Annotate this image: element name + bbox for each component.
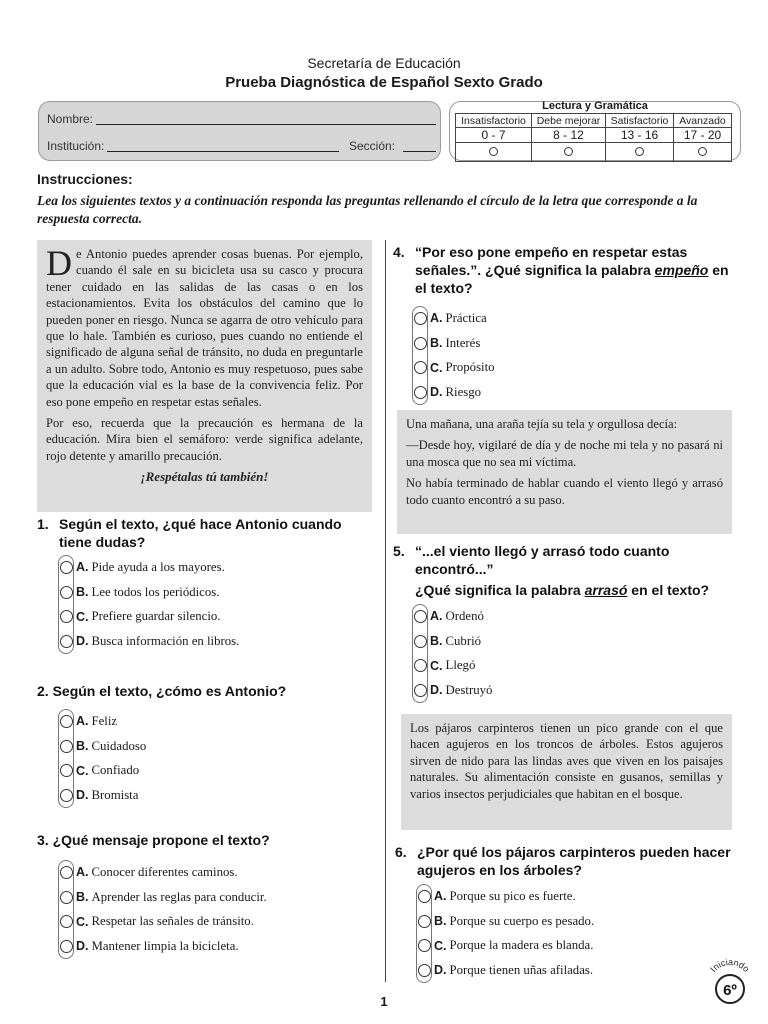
question-text: ¿Qué significa la palabra: [415, 582, 585, 598]
drop-cap: D: [46, 243, 72, 283]
option-q3-c[interactable]: [58, 909, 358, 934]
section-label: Sección:: [349, 139, 396, 153]
answer-bubble[interactable]: [60, 764, 73, 777]
option-q2-a[interactable]: [58, 709, 358, 734]
score-title: Lectura y Gramática: [542, 100, 648, 112]
option-text: Práctica: [445, 310, 487, 325]
option-letter: C.: [76, 914, 89, 929]
option-q1-b[interactable]: [58, 580, 358, 605]
option-letter: C.: [76, 763, 89, 778]
question-quote: “...el viento llegó y arrasó todo cuanto encontró...”: [415, 543, 670, 577]
keyword-empeno: empeño: [654, 262, 709, 278]
option-letter: C.: [434, 938, 447, 953]
option-q1-a[interactable]: [58, 555, 358, 580]
answer-bubble[interactable]: [60, 715, 73, 728]
question-number: 1.: [37, 516, 49, 532]
option-letter: D.: [430, 385, 443, 400]
name-label: Nombre:: [47, 112, 94, 126]
passage-paragraph: —Desde hoy, vigilaré de día y de noche mi tela y no pasará ni una mosca que no sea mi víctima.: [406, 438, 723, 469]
option-text: Cuidadoso: [91, 738, 147, 753]
reading-passage-antonio: [37, 240, 372, 512]
option-text: Destruyó: [445, 682, 493, 697]
options-q3: [58, 860, 358, 959]
column-divider: [385, 240, 386, 982]
options-q2: [58, 709, 358, 808]
option-text: Busca información en libros.: [91, 633, 240, 648]
option-text: Llegó: [445, 658, 476, 673]
question-6: [395, 843, 740, 879]
reading-passage-pajaros: [401, 714, 732, 830]
question-1: [37, 515, 372, 551]
question-text: ¿Por qué los pájaros carpinteros pueden hacer agujeros en los árboles?: [417, 844, 731, 878]
option-letter: A.: [76, 560, 89, 575]
option-q4-a[interactable]: [412, 306, 712, 331]
answer-bubble[interactable]: [418, 890, 431, 903]
question-text: Según el texto, ¿qué hace Antonio cuando tiene dudas?: [59, 516, 342, 550]
option-q2-d[interactable]: [58, 783, 358, 808]
option-q5-d[interactable]: [412, 678, 712, 703]
option-text: Porque la madera es blanda.: [449, 938, 594, 953]
question-number: 6.: [395, 844, 407, 860]
question-text: Según el texto, ¿cómo es Antonio?: [52, 683, 287, 699]
option-q5-c[interactable]: [412, 653, 712, 678]
answer-bubble[interactable]: [60, 561, 73, 574]
answer-bubble[interactable]: [414, 635, 427, 648]
question-text: “Por eso pone empeño en respetar estas señales.”. ¿Qué significa la palabra: [415, 244, 688, 278]
option-q6-a[interactable]: [416, 884, 716, 909]
passage-paragraph: Por eso, recuerda que la precaución es hermana de la educación. Mira bien el semáforo: verde significa adelante, rojo detente y amarillo precaución.: [46, 416, 363, 463]
option-q4-c[interactable]: [412, 355, 712, 380]
passage-paragraph: No había terminado de hablar cuando el viento llegó y arrasó todo cuanto encontró a su paso.: [406, 476, 723, 507]
option-text: Conocer diferentes caminos.: [91, 864, 238, 879]
range-13-16: 13 - 16: [606, 128, 674, 143]
score-bubble-satisfactorio[interactable]: [635, 147, 644, 156]
option-letter: B.: [430, 336, 443, 351]
keyword-arraso: arrasó: [584, 582, 628, 598]
option-q4-d[interactable]: [412, 380, 712, 405]
level-debe-mejorar: Debe mejorar: [532, 114, 606, 128]
option-letter: B.: [76, 585, 89, 600]
option-text: Pide ayuda a los mayores.: [91, 559, 225, 574]
answer-bubble[interactable]: [60, 635, 73, 648]
range-17-20: 17 - 20: [674, 128, 732, 143]
option-text: Ordenó: [445, 608, 484, 623]
option-letter: A.: [76, 714, 89, 729]
answer-bubble[interactable]: [60, 891, 73, 904]
question-2: [37, 682, 372, 700]
answer-bubble[interactable]: [60, 610, 73, 623]
institution-field[interactable]: [107, 151, 339, 152]
answer-bubble[interactable]: [418, 915, 431, 928]
level-insatisfactorio: Insatisfactorio: [456, 114, 532, 128]
option-letter: D.: [430, 683, 443, 698]
answer-bubble[interactable]: [414, 361, 427, 374]
question-number: 5.: [393, 543, 405, 559]
options-q5: [412, 604, 712, 703]
option-letter: D.: [76, 788, 89, 803]
options-q1: [58, 555, 358, 654]
range-8-12: 8 - 12: [532, 128, 606, 143]
reading-passage-arana: [397, 410, 732, 534]
question-number: 2.: [37, 683, 49, 699]
option-q4-b[interactable]: [412, 331, 712, 356]
option-q1-c[interactable]: [58, 604, 358, 629]
level-avanzado: Avanzado: [674, 114, 732, 128]
question-4: [393, 243, 738, 297]
answer-bubble[interactable]: [60, 915, 73, 928]
option-text: Interés: [445, 335, 481, 350]
passage-paragraph: Una mañana, una araña tejía su tela y orgullosa decía:: [406, 417, 678, 431]
options-q6: [416, 884, 716, 983]
option-q2-c[interactable]: [58, 758, 358, 783]
badge-arc-text: Iniciando: [708, 956, 752, 975]
range-0-7: 0 - 7: [456, 128, 532, 143]
option-letter: A.: [434, 889, 447, 904]
option-text: Propósito: [445, 360, 495, 375]
question-text: ¿Qué mensaje propone el texto?: [52, 832, 270, 848]
score-bubble-avanzado[interactable]: [698, 147, 707, 156]
option-letter: A.: [430, 311, 443, 326]
option-letter: A.: [430, 609, 443, 624]
option-letter: D.: [76, 634, 89, 649]
answer-bubble[interactable]: [414, 337, 427, 350]
section-field[interactable]: [403, 151, 436, 152]
options-q4: [412, 306, 712, 405]
option-q6-b[interactable]: [416, 909, 716, 934]
question-number: 3.: [37, 832, 49, 848]
option-q2-b[interactable]: [58, 734, 358, 759]
question-text-end: en el texto?: [415, 262, 729, 296]
option-text: Lee todos los periódicos.: [91, 584, 220, 599]
answer-bubble[interactable]: [414, 610, 427, 623]
question-number: 4.: [393, 244, 405, 260]
option-letter: C.: [430, 658, 443, 673]
answer-bubble[interactable]: [60, 789, 73, 802]
option-letter: D.: [434, 963, 447, 978]
option-letter: B.: [434, 914, 447, 929]
badge-grade: 6º: [723, 982, 737, 999]
page-number: 1: [380, 994, 388, 1009]
exam-title: Prueba Diagnóstica de Español Sexto Grado: [225, 74, 543, 91]
answer-bubble[interactable]: [414, 312, 427, 325]
instructions-title: Instrucciones:: [37, 171, 133, 187]
level-satisfactorio: Satisfactorio: [606, 114, 674, 128]
option-text: Cubrió: [445, 633, 482, 648]
grade-badge: [703, 955, 757, 1009]
question-3: [37, 831, 372, 849]
answer-bubble[interactable]: [60, 586, 73, 599]
option-text: Porque su cuerpo es pesado.: [449, 913, 595, 928]
option-text: Feliz: [91, 713, 118, 728]
option-text: Aprender las reglas para conducir.: [91, 889, 267, 904]
option-q5-b[interactable]: [412, 629, 712, 654]
option-q5-a[interactable]: [412, 604, 712, 629]
answer-bubble[interactable]: [414, 659, 427, 672]
passage-paragraph: e Antonio puedes aprender cosas buenas. Por ejemplo, cuando él sale en su bicicleta usa su casco y procura tener cuidado en las salidas de las casas o en los estacionamientos. Evita los obstáculos del camino que lo pueden poner en riesgo. Nunca se agarra de otro vehículo para que lo hale. También es curioso, pues cuando no entiende el significado de alguna señal de tránsito, no duda en preguntarle a un adulto. Sobre todo, Antonio es muy respetuoso, pues sabe que la educación vial es la base de la convivencia feliz. Por eso pone empeño en respetar estas señales.: [46, 247, 363, 409]
option-text: Mantener limpia la bicicleta.: [91, 938, 239, 953]
option-letter: C.: [430, 360, 443, 375]
option-q6-c[interactable]: [416, 933, 716, 958]
name-field[interactable]: [96, 124, 436, 125]
score-bubble-insatisfactorio[interactable]: [489, 147, 498, 156]
score-bubble-debe-mejorar[interactable]: [564, 147, 573, 156]
option-q6-d[interactable]: [416, 958, 716, 983]
answer-bubble[interactable]: [60, 940, 73, 953]
header-secretaria: Secretaría de Educación: [307, 55, 461, 71]
question-5: [393, 542, 738, 599]
option-text: Confiado: [91, 763, 140, 778]
question-text-end: en el texto?: [627, 582, 710, 598]
option-letter: D.: [76, 939, 89, 954]
option-text: Porque su pico es fuerte.: [449, 888, 576, 903]
option-q1-d[interactable]: [58, 629, 358, 654]
answer-bubble[interactable]: [60, 740, 73, 753]
answer-bubble[interactable]: [60, 866, 73, 879]
option-letter: B.: [430, 634, 443, 649]
passage-paragraph: Los pájaros carpinteros tienen un pico grande con el que hacen agujeros en los troncos de árboles. Estos agujeros sirven de nido para las lindas aves que viven en los paisajes naturales. Su alimentación consiste en gusanos, semillas y varios insectos perjudiciales que habitan en el bosque.: [410, 721, 723, 801]
option-text: Prefiere guardar silencio.: [91, 609, 221, 624]
option-q3-b[interactable]: [58, 885, 358, 910]
option-text: Porque tienen uñas afiladas.: [449, 962, 594, 977]
option-q3-a[interactable]: [58, 860, 358, 885]
option-letter: A.: [76, 865, 89, 880]
answer-bubble[interactable]: [418, 964, 431, 977]
option-text: Respetar las señales de tránsito.: [91, 914, 254, 929]
option-text: Riesgo: [445, 384, 482, 399]
option-letter: C.: [76, 609, 89, 624]
score-table: [455, 113, 732, 162]
instructions-text: Lea los siguientes textos y a continuación responda las preguntas rellenando el círculo de la letra que corresponde a la respuesta correcta.: [37, 193, 698, 226]
option-letter: B.: [76, 890, 89, 905]
option-letter: B.: [76, 739, 89, 754]
institution-label: Institución:: [47, 139, 105, 153]
option-q3-d[interactable]: [58, 934, 358, 959]
option-text: Bromista: [91, 787, 139, 802]
answer-bubble[interactable]: [414, 684, 427, 697]
answer-bubble[interactable]: [414, 386, 427, 399]
answer-bubble[interactable]: [418, 939, 431, 952]
passage-closing: ¡Respétalas tú también!: [140, 469, 269, 485]
